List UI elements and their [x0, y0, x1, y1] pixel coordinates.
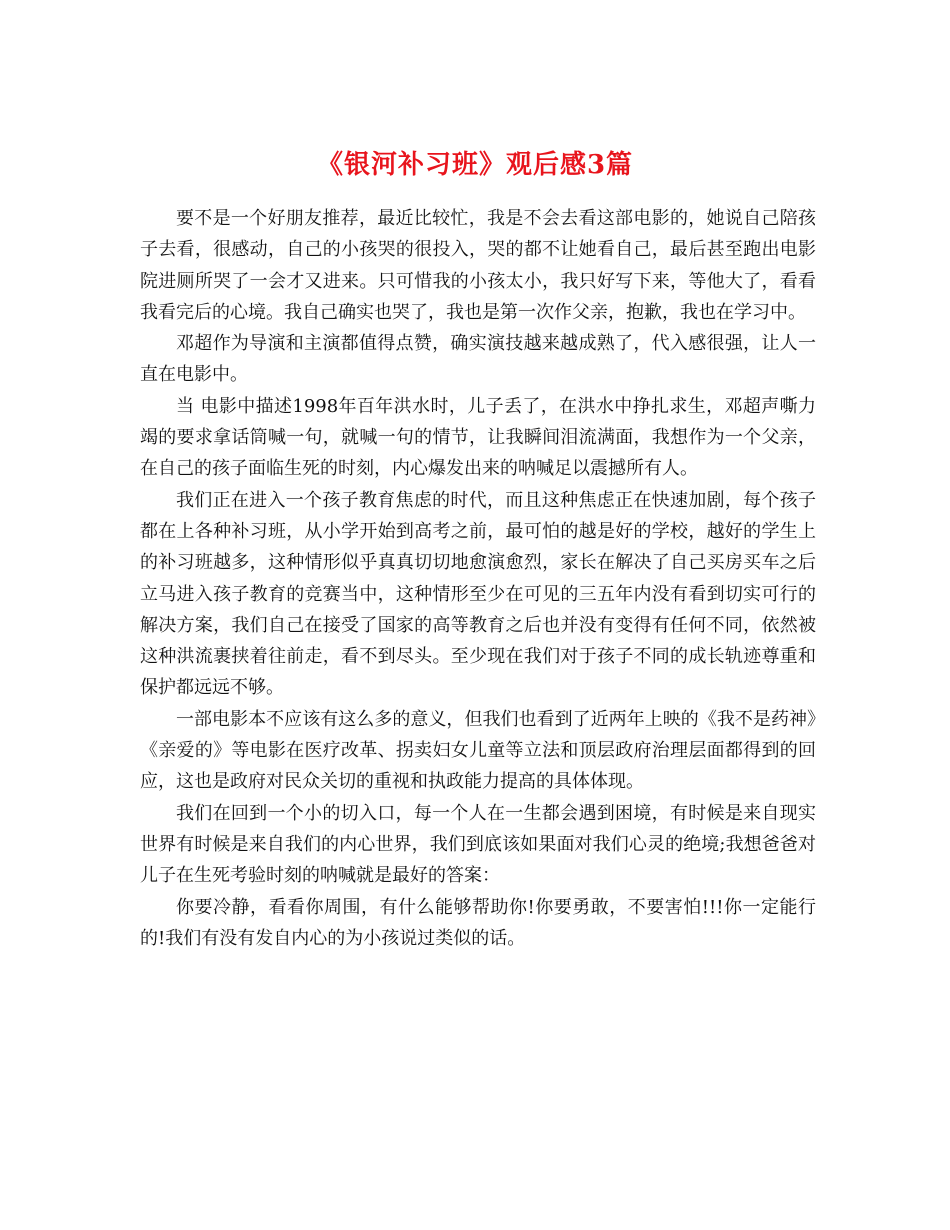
paragraph: 邓超作为导演和主演都值得点赞，确实演技越来越成熟了，代入感很强，让人一直在电影中。 — [140, 333, 816, 386]
document-body — [140, 203, 816, 954]
paragraph: 我们在回到一个小的切入口，每一个人在一生都会遇到困境，有时候是来自现实世界有时候是来自我们的内心世界，我们到底该如果面对我们心灵的绝境;我想爸爸对儿子在生死考验时刻的呐喊就是最好的答案： — [140, 802, 816, 887]
paragraph: 当 电影中描述1998年百年洪水时，儿子丢了，在洪水中挣扎求生，邓超声嘶力竭的要求拿话筒喊一句，就喊一句的情节，让我瞬间泪流满面，我想作为一个父亲，在自己的孩子面临生死的时刻，内心爆发出来的呐喊足以震撼所有人。 — [140, 395, 816, 480]
paragraph: 要不是一个好朋友推荐，最近比较忙，我是不会去看这部电影的，她说自己陪孩子去看，很感动，自己的小孩哭的很投入，哭的都不让她看自己，最后甚至跑出电影院进厕所哭了一会才又进来。只可惜我的小孩太小，我只好写下来，等他大了，看看我看完后的心境。我自己确实也哭了，我也是第一次作父亲，抱歉，我也在学习中。 — [140, 208, 816, 323]
document-title: 《银河补习班》观后感3篇 — [316, 150, 634, 181]
paragraph: 我们正在进入一个孩子教育焦虑的时代，而且这种焦虑正在快速加剧，每个孩子都在上各种补习班，从小学开始到高考之前，最可怕的越是好的学校，越好的学生上的补习班越多，这种情形似乎真真切切地愈演愈烈，家长在解决了自己买房买车之后立马进入孩子教育的竞赛当中，这种情形至少在可见的三五年内没有看到切实可行的解决方案，我们自己在接受了国家的高等教育之后也并没有变得有任何不同，依然被这种洪流裹挟着往前走，看不到尽头。至少现在我们对于孩子不同的成长轨迹尊重和保护都远远不够。 — [140, 489, 816, 699]
paragraph: 一部电影本不应该有这么多的意义，但我们也看到了近两年上映的《我不是药神》《亲爱的》等电影在医疗改革、拐卖妇女儿童等立法和顶层政府治理层面都得到的回应，这也是政府对民众关切的重视和执政能力提高的具体体现。 — [140, 708, 816, 793]
paragraph: 你要冷静，看看你周围，有什么能够帮助你!你要勇敢，不要害怕!!!你一定能行的!我们有没有发自内心的为小孩说过类似的话。 — [140, 896, 816, 949]
